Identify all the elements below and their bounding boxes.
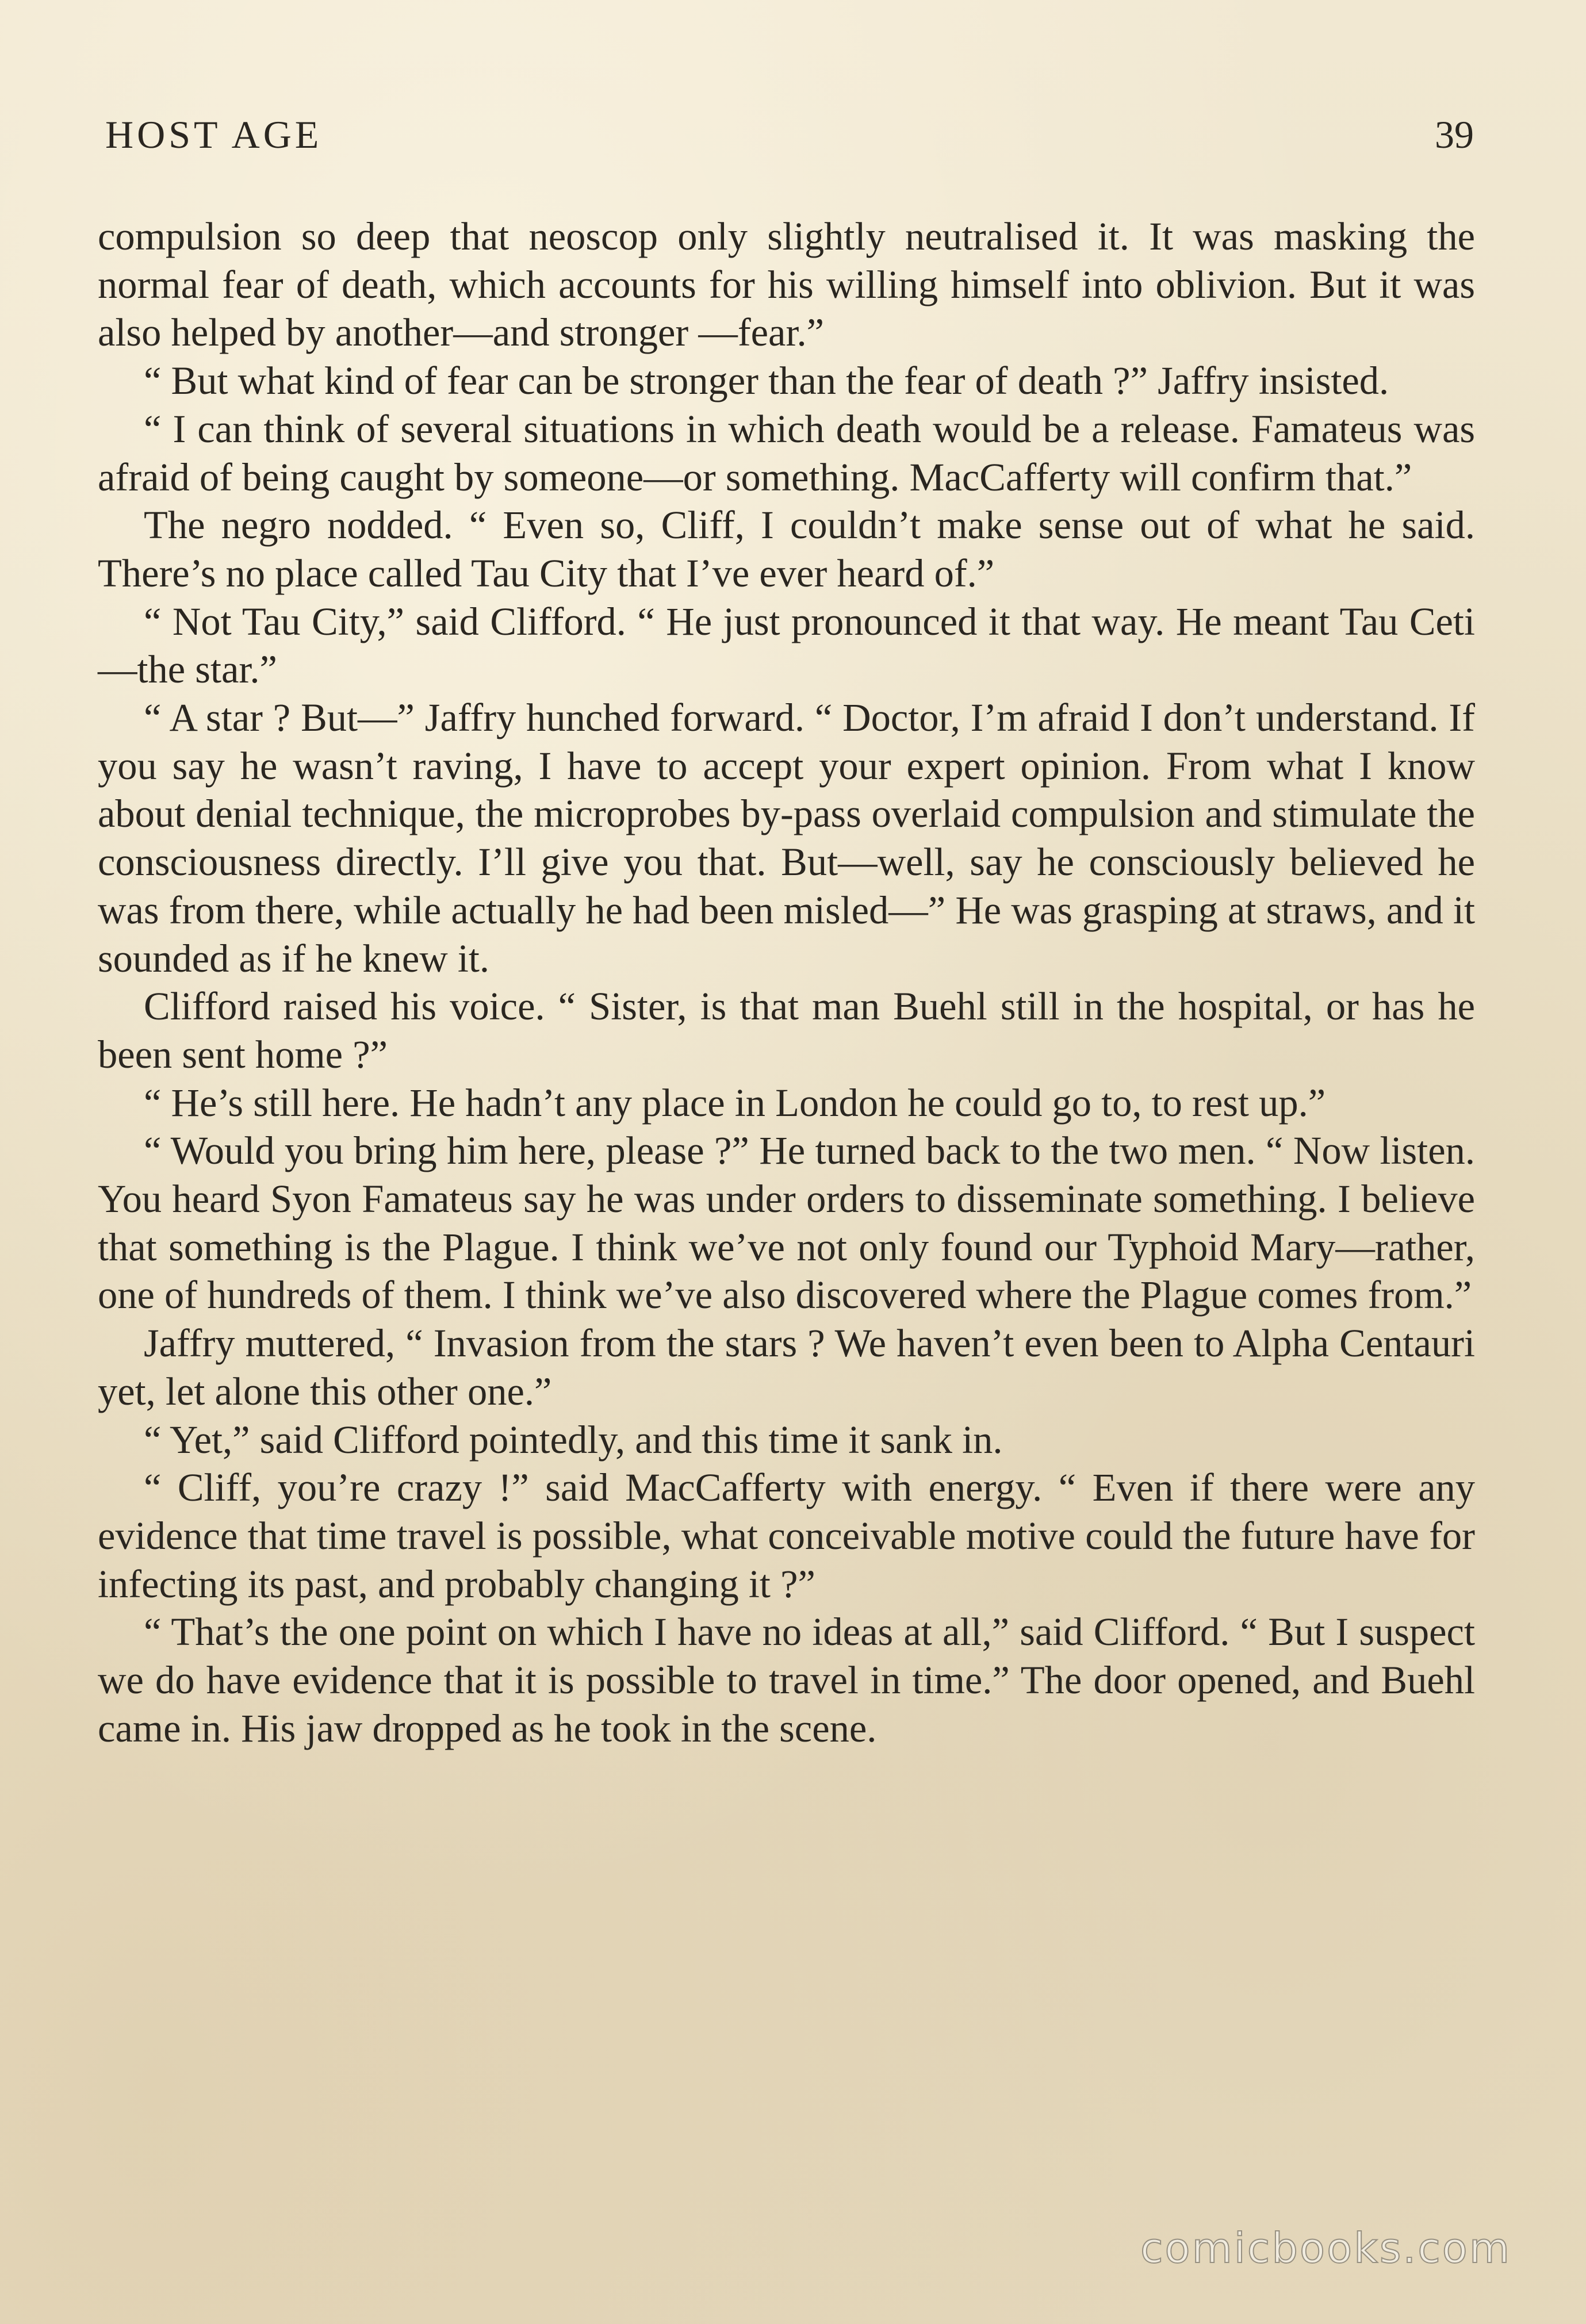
paragraph: Jaffry muttered, “ Invasion from the stars ? We haven’t even been to Alpha Centauri yet, let alone this other one.”	[98, 1321, 1475, 1413]
paragraph: “ But what kind of fear can be stronger than the fear of death ?” Jaffry insisted.	[144, 359, 1389, 403]
paragraph: “ A star ? But—” Jaffry hunched forward. “ Doctor, I’m afraid I don’t understand. If you say he wasn’t raving, I have to accept your expert opinion. From what I know about denial technique, the microprobes by-pass overlaid compulsion and stimulate the consciousness directly. I’ll give you that. But—well, say he consciously believed he was from there, while actually he had been misled—” He was grasping at straws, and it sounded as if he knew it.	[98, 696, 1475, 980]
paragraph: compulsion so deep that neoscop only slightly neutralised it. It was masking the normal fear of death, which accounts for his willing himself into oblivion. But it was also helped by another—and stronger —fear.”	[98, 214, 1475, 355]
paragraph: Clifford raised his voice. “ Sister, is that man Buehl still in the hospital, or has he been sent home ?”	[98, 984, 1475, 1076]
page-number: 39	[1435, 113, 1474, 156]
paragraph: The negro nodded. “ Even so, Cliff, I couldn’t make sense out of what he said. There’s no place called Tau City that I’ve ever heard of.”	[98, 503, 1475, 595]
paragraph: “ Would you bring him here, please ?” He turned back to the two men. “ Now listen. You heard Syon Famateus say he was under orders to disseminate something. I believe that something is the Plague. I think we’ve not only found our Typhoid Mary—rather, one of hundreds of them. I think we’ve also discovered where the Plague comes from.”	[98, 1129, 1475, 1317]
page-header	[105, 112, 1474, 164]
paragraph: “ Not Tau City,” said Clifford. “ He just pronounced it that way. He meant Tau Ceti—the star.”	[98, 599, 1475, 692]
paragraph: “ He’s still here. He hadn’t any place in London he could go to, to rest up.”	[144, 1080, 1326, 1125]
body-text	[98, 213, 1475, 1753]
paragraph: “ Yet,” said Clifford pointedly, and this time it sank in.	[144, 1417, 1003, 1462]
watermark: comicbooks.com	[1140, 2224, 1511, 2272]
paragraph: “ That’s the one point on which I have no ideas at all,” said Clifford. “ But I suspect we do have evidence that it is possible to travel in time.” The door opened, and Buehl came in. His jaw dropped as he took in the scene.	[98, 1610, 1475, 1750]
paragraph: “ Cliff, you’re crazy !” said MacCafferty with energy. “ Even if there were any evidence that time travel is possible, what conceivable motive could the future have for infecting its past, and probably changing it ?”	[98, 1466, 1475, 1606]
running-head: HOST AGE	[105, 113, 323, 156]
paragraph: “ I can think of several situations in which death would be a release. Famateus was afraid of being caught by someone—or something. MacCafferty will confirm that.”	[98, 406, 1475, 499]
